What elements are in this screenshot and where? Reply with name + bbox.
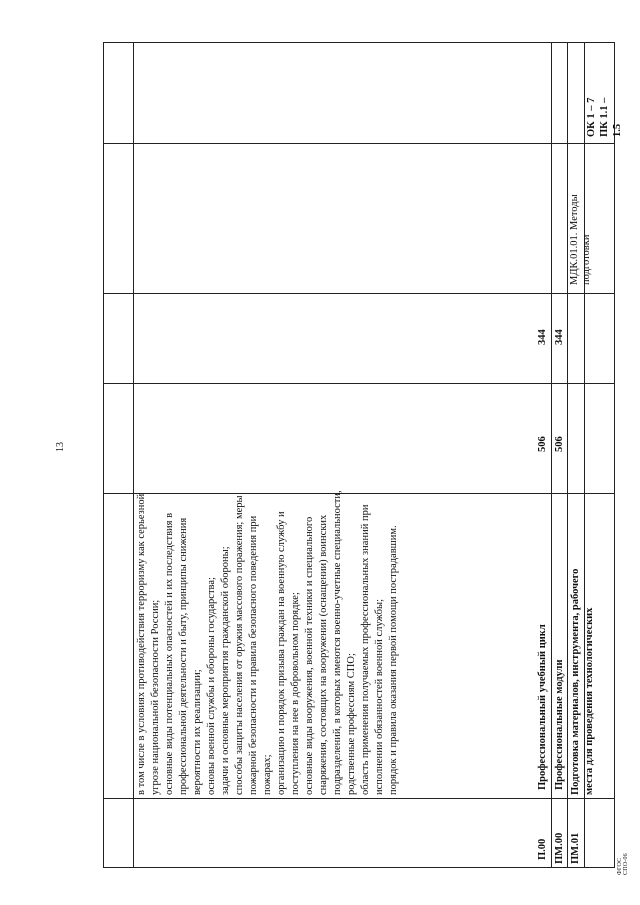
row-title: Профессиональные модули	[554, 659, 565, 790]
row-divider	[103, 293, 615, 294]
required-hours-value: 344	[554, 329, 565, 345]
column-divider	[567, 42, 568, 868]
row-code: ПМ.01	[570, 832, 581, 864]
row-title: Подготовка материалов, инструмента, рабочего места для проведения технологических	[570, 568, 595, 795]
continuation-text: в том числе в условиях противодействия терроризму как серьезной угрозе национальной безопасности России; основные виды потенциальных опасностей и их последствия в профессиональной деятельности и быту, принципы снижения вероятности их реализации; основы военной службы и обороны государства; задачи и основные мероприятия гражданской обороны; способы защиты населения от оружия массового поражения; меры пожарной безопасности и правила безопасного поведения при пожарах; организацию и порядок призыва граждан на военную службу и поступления на нее в добровольном порядке; основные виды вооружения, военной техники и специального снаряжения, состоящих на вооружении (оснащении) воинских подразделений, в которых имеются военно-учетные специальности, родственные профессиям СПО; область применения получаемых профессиональных знаний при исполнении обязанностей военной службы; порядок и правила оказания первой помощи пострадавшим.	[136, 490, 399, 795]
competencies: ОК 1 – 7 ПК 1.1 – 1.5	[586, 97, 623, 137]
row-code: П.00	[537, 838, 548, 860]
footer-code: ФГОС СПО-06	[617, 853, 629, 875]
required-hours-value: 344	[537, 329, 548, 345]
row-code: ПМ.00	[554, 832, 565, 864]
page-number: 13	[55, 442, 66, 452]
max-load-value: 506	[554, 436, 565, 452]
row-divider	[103, 143, 615, 144]
max-load-value: 506	[537, 436, 548, 452]
row-title: Профессиональный учебный цикл	[537, 624, 548, 790]
column-divider	[133, 42, 134, 868]
column-divider	[551, 42, 552, 868]
mdk-reference: МДК.01.01. Методы подготовки	[569, 194, 592, 285]
row-divider	[103, 798, 615, 799]
row-divider	[103, 383, 615, 384]
